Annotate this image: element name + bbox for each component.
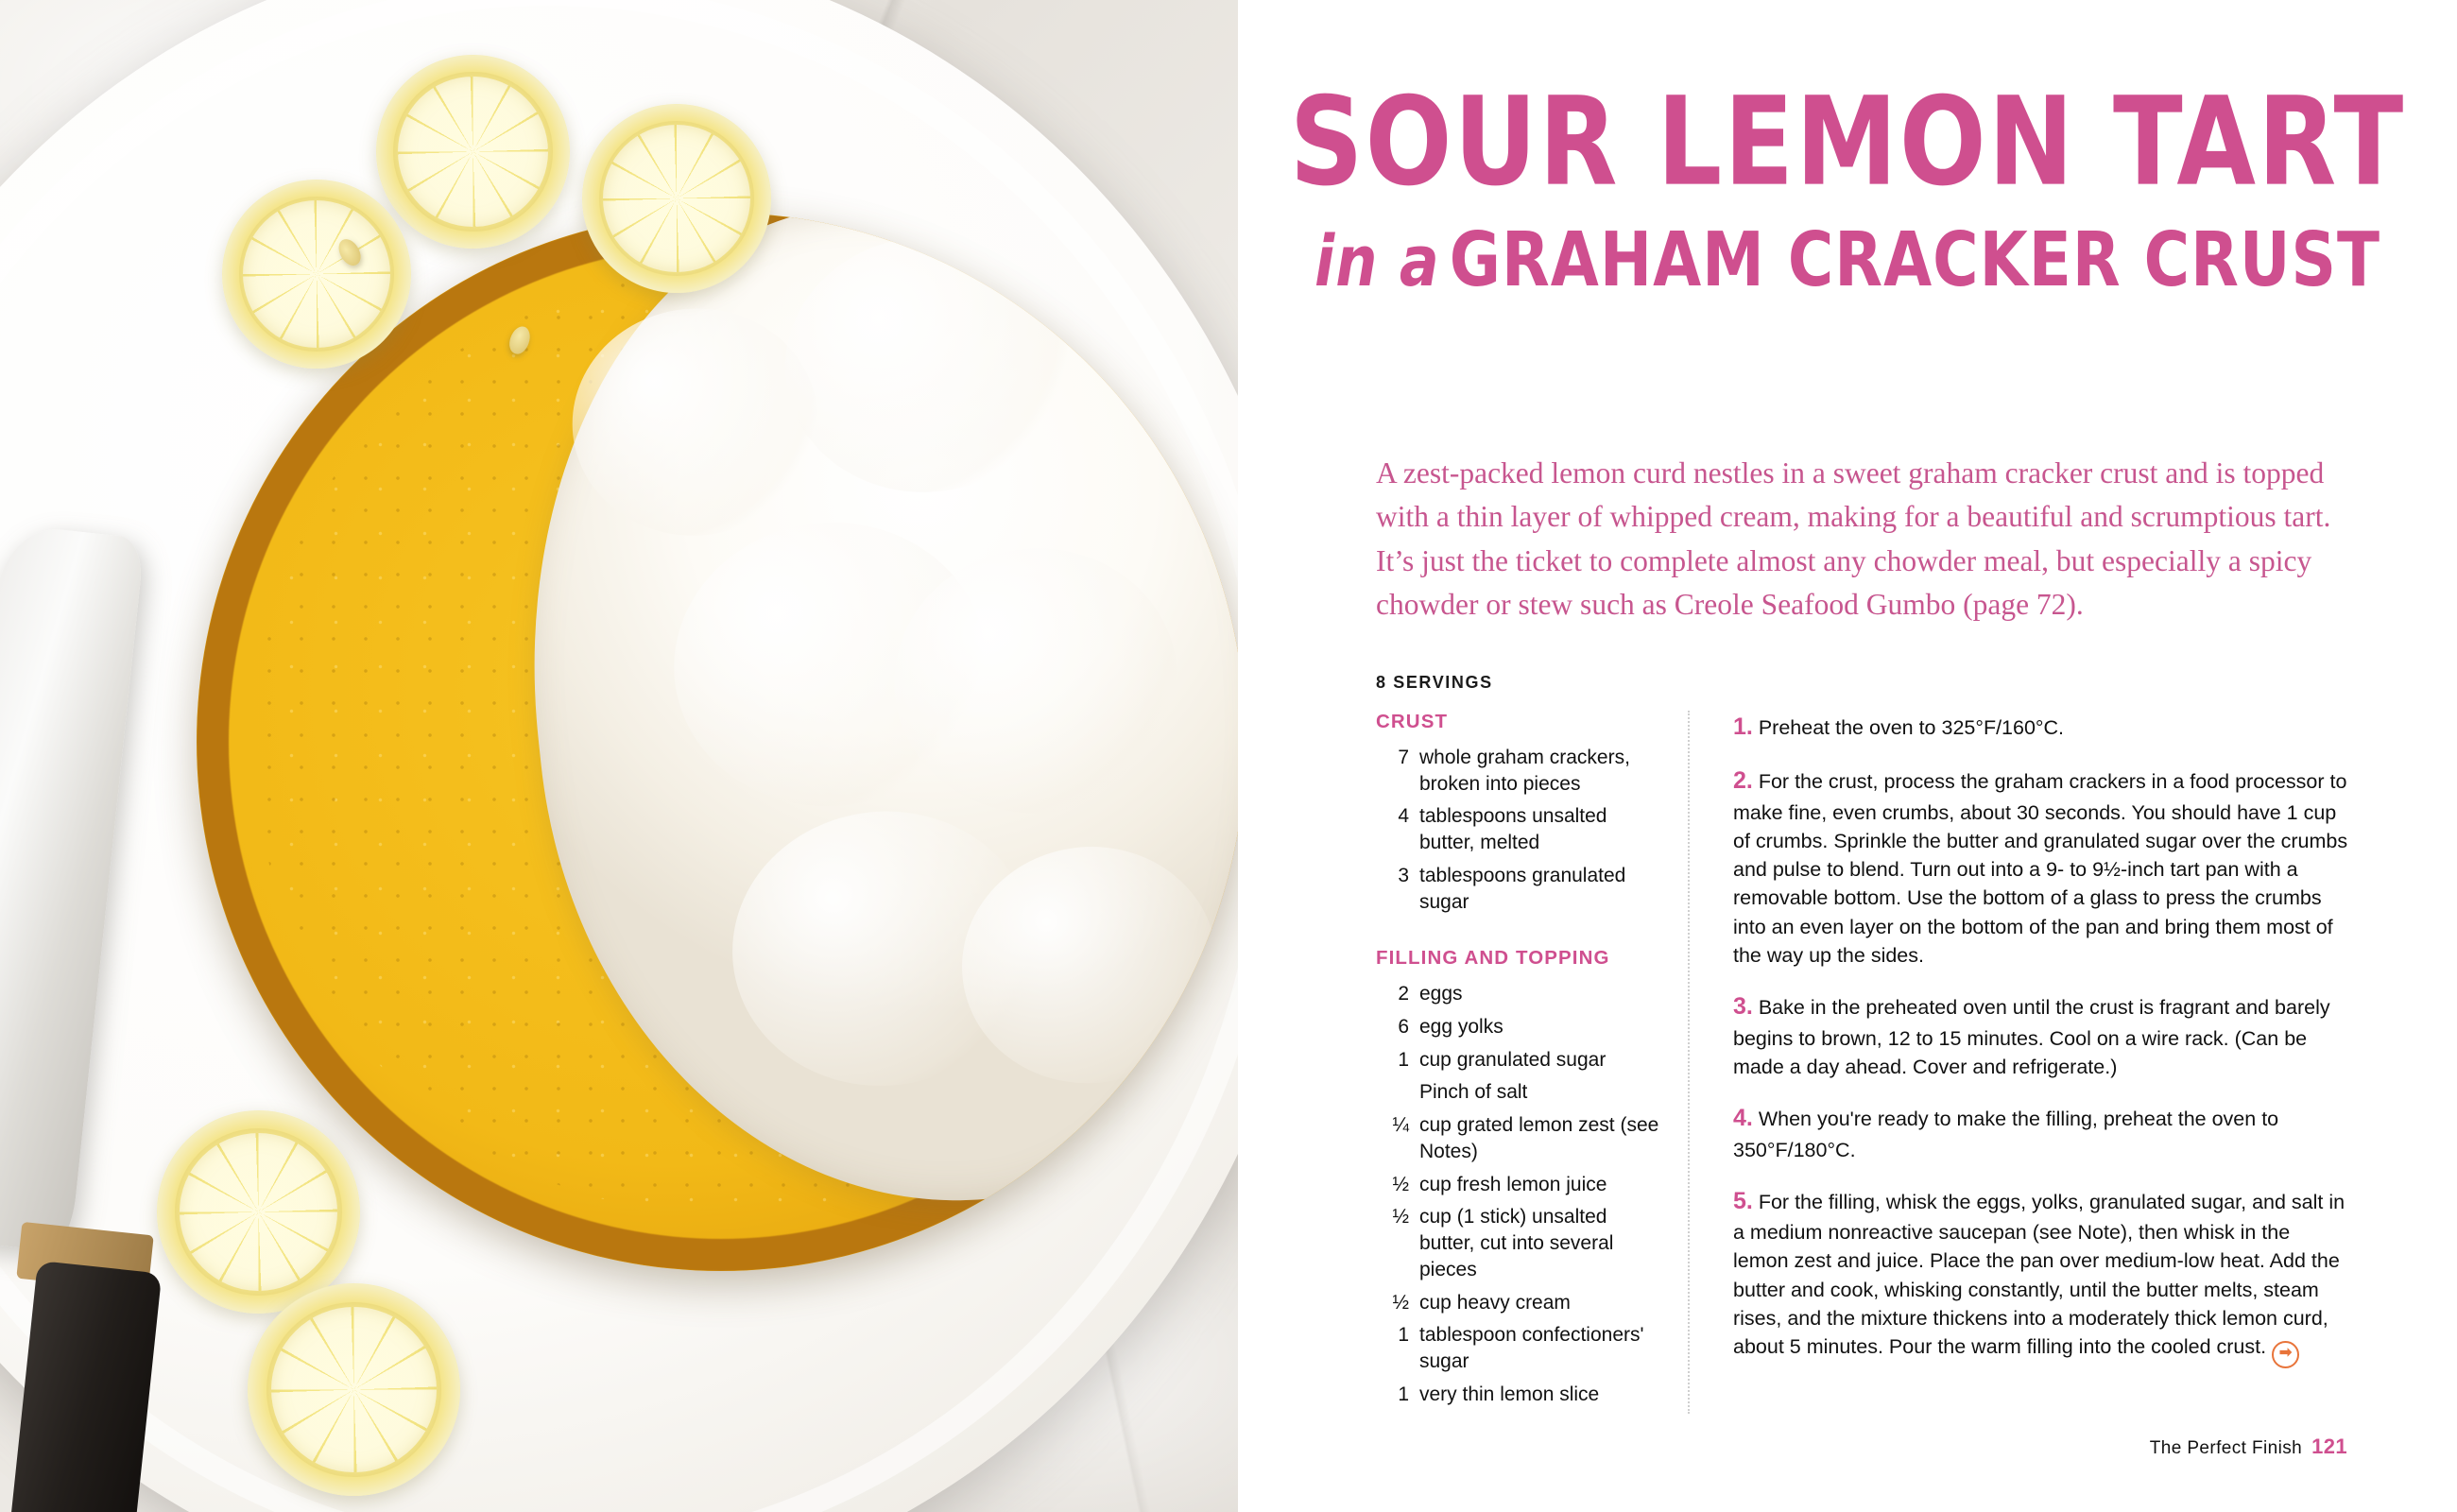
lemon-tart — [197, 213, 1238, 1271]
step-text: When you're ready to make the filling, preheat the oven to 350°F/180°C. — [1733, 1108, 2279, 1161]
ingredient-text: cup heavy cream — [1419, 1291, 1571, 1314]
step-text: Bake in the preheated oven until the crust is fragrant and barely begins to brown, 12 to 15 minutes. Cool on a wire rack. (Can be made a day ahead. Cover and refrigerate.) — [1733, 996, 2330, 1078]
ingredient-text: tablespoon confectioners' sugar — [1419, 1324, 1644, 1372]
ingredient-text: Pinch of salt — [1419, 1081, 1528, 1104]
ingredient-text: eggs — [1419, 983, 1463, 1005]
ingredient-quantity: 1 — [1398, 1324, 1409, 1347]
instruction-step — [1733, 711, 2349, 744]
ingredient-quantity: 1 — [1398, 1383, 1409, 1405]
ingredient-item — [1376, 803, 1661, 855]
ingredient-text: cup fresh lemon juice — [1419, 1173, 1607, 1195]
recipe-title-sub-rest: GRAHAM CRACKER CRUST — [1449, 215, 2381, 304]
servings-label: 8 SERVINGS — [1376, 673, 1493, 692]
ingredient-item — [1376, 1047, 1661, 1074]
lemon-slice-garnish — [248, 1283, 460, 1496]
instructions-column — [1688, 711, 2349, 1414]
ingredient-item — [1376, 863, 1661, 915]
recipe-text-page — [1238, 0, 2457, 1512]
cream-swirl — [772, 223, 1081, 507]
recipe-title-sub — [1238, 215, 2457, 304]
ingredient-quantity — [1376, 1079, 1419, 1106]
ingredient-quantity: 1 — [1398, 1048, 1409, 1071]
ingredient-quantity: 3 — [1398, 864, 1409, 886]
recipe-title-sub-italic: in a — [1314, 219, 1440, 302]
recipe-title-main: SOUR LEMON TART — [1289, 71, 2406, 214]
ingredients-column — [1376, 711, 1688, 1414]
recipe-body — [1376, 711, 2349, 1414]
ingredient-text: tablespoons unsalted butter, melted — [1419, 805, 1607, 854]
ingredient-quantity: ½ — [1392, 1173, 1409, 1195]
ingredient-quantity: ½ — [1392, 1291, 1409, 1314]
ingredient-group-heading: FILLING AND TOPPING — [1376, 947, 1610, 970]
step-number: 1. — [1733, 713, 1753, 740]
step-number: 2. — [1733, 767, 1753, 795]
ingredient-quantity: 6 — [1398, 1016, 1409, 1039]
footer-chapter: The Perfect Finish — [2149, 1438, 2303, 1458]
instruction-step — [1733, 765, 2349, 970]
ingredient-item — [1376, 981, 1661, 1007]
step-text: For the filling, whisk the eggs, yolks, granulated sugar, and salt in a medium nonreactive saucepan (see Note), then whisk in the lemon zest and juice. Place the pan over medium-low heat. Add the butter and cook, whisking constantly, until the butter melts, steam rises, and the mixture thickens into a moderately thick lemon curd, about 5 minutes. Pour the warm filling into the cooled crust. — [1733, 1190, 2345, 1359]
recipe-intro: A zest-packed lemon curd nestles in a sweet graham cracker crust and is topped with a thin layer of whipped cream, making for a beautiful and scrumptious tart. It’s just the ticket to complete almost any chowder meal, but especially a spicy chowder or stew such as Creole Seafood Gumbo (page 72). — [1376, 456, 2331, 621]
ingredient-text: very thin lemon slice — [1419, 1383, 1600, 1405]
ingredient-item — [1376, 1079, 1661, 1106]
arrow-right-circle-icon: ➡ — [2272, 1341, 2299, 1368]
footer-page-number: 121 — [2311, 1435, 2347, 1458]
step-number: 4. — [1733, 1105, 1753, 1132]
ingredient-text: cup granulated sugar — [1419, 1048, 1606, 1071]
ingredient-item — [1376, 1014, 1661, 1040]
ingredient-text: egg yolks — [1419, 1016, 1503, 1039]
ingredient-item — [1376, 1382, 1661, 1408]
page-footer — [2150, 1435, 2347, 1459]
ingredient-quantity: 7 — [1398, 747, 1409, 768]
step-number: 3. — [1733, 993, 1753, 1021]
ingredient-quantity: ½ — [1392, 1206, 1409, 1228]
instruction-step — [1733, 990, 2349, 1081]
lemon-slice-garnish — [376, 55, 570, 249]
lemon-slice-garnish — [222, 180, 411, 369]
recipe-title — [1238, 71, 2457, 304]
ingredient-item — [1376, 1172, 1661, 1198]
ingredient-item — [1376, 1290, 1661, 1316]
ingredient-quantity: 4 — [1398, 805, 1409, 828]
ingredient-quantity: ¼ — [1392, 1114, 1409, 1137]
lemon-slice-garnish — [582, 104, 771, 293]
ingredient-item — [1376, 1204, 1661, 1282]
ingredient-text: tablespoons granulated sugar — [1419, 864, 1626, 913]
step-text: For the crust, process the graham crackers in a food processor to make fine, even crumbs, about 30 seconds. You should have 1 cup of crumbs. Sprinkle the butter and granulated sugar over the crumbs and pulse to blend. Turn out into a 9- to 9½-inch tart pan with a removable bottom. Use the bottom of a glass to press the crumbs into an even layer on the bottom of the pan and bring them most of the way up the sides. — [1733, 770, 2348, 968]
ingredient-item — [1376, 1112, 1661, 1164]
lemon-slice-garnish — [157, 1110, 360, 1314]
instruction-step — [1733, 1185, 2349, 1369]
ingredient-text: whole graham crackers, broken into pieces — [1419, 747, 1630, 795]
step-text: Preheat the oven to 325°F/160°C. — [1758, 716, 2065, 739]
ingredient-item — [1376, 1322, 1661, 1374]
ingredient-quantity: 2 — [1398, 983, 1409, 1005]
ingredient-text: cup (1 stick) unsalted butter, cut into several pieces — [1419, 1206, 1614, 1280]
instruction-step — [1733, 1102, 2349, 1164]
ingredient-item — [1376, 745, 1661, 797]
step-number: 5. — [1733, 1187, 1753, 1214]
ingredient-text: cup grated lemon zest (see Notes) — [1419, 1114, 1659, 1162]
ingredient-group-heading: CRUST — [1376, 711, 1449, 732]
